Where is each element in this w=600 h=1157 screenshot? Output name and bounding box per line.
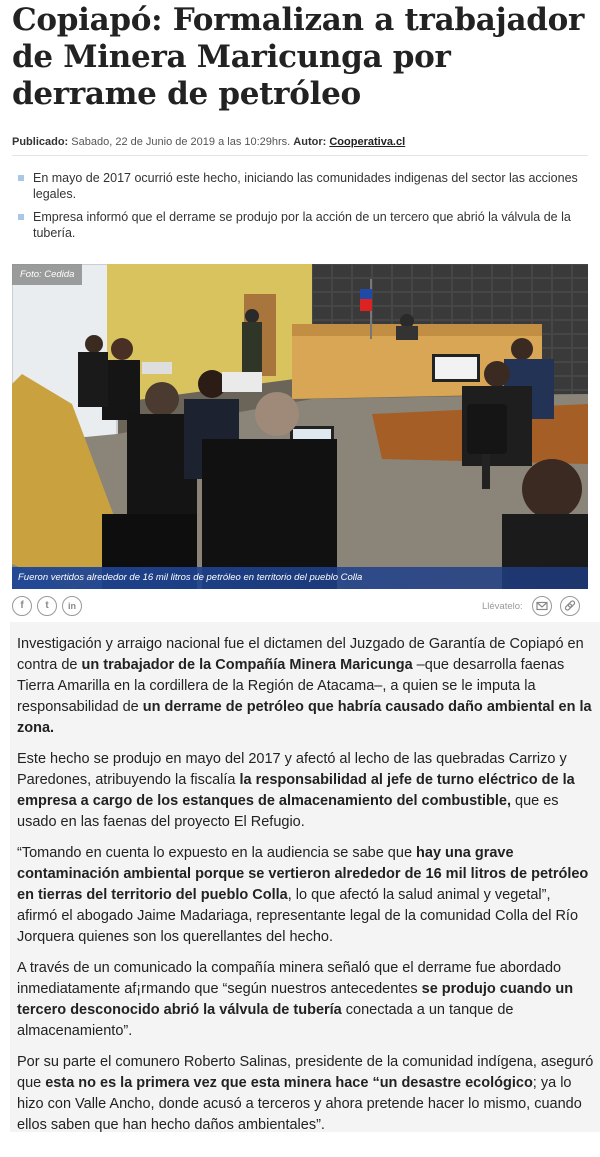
paragraph-text: conectada a un tanque de almacenamiento”. (17, 1002, 514, 1039)
paragraph-text: –que desarrolla faenas Tierra Amarilla en la cordillera de la Región de Atacama–, a quien se le imputa la responsabilidad de (17, 657, 565, 715)
photo-credit: Foto: Cedida (12, 264, 82, 285)
paragraph-text: que es usado en las faenas del proyecto El Refugio. (17, 793, 559, 830)
paragraph-bold: un trabajador de la Compañía Minera Maricunga (81, 657, 413, 673)
meta-divider (12, 155, 588, 156)
summary-bullets (18, 170, 580, 248)
copy-link-icon[interactable] (560, 596, 580, 616)
article-paragraph (17, 843, 594, 948)
article-meta (12, 135, 588, 149)
paragraph-text: Investigación y arraigo nacional fue el dictamen del Juzgado de Garantía de Copiapó en contra de (17, 636, 584, 673)
bullet-square-icon (18, 175, 24, 181)
paragraph-bold: un derrame de petróleo que habría causado daño ambiental en la zona. (17, 699, 592, 736)
article-paragraph (17, 749, 594, 833)
paragraph-text: ; ya lo hizo con Valle Ancho, donde acusó a terceros y ahora pretende hacer lo mismo, cuando ellos saben que han hecho daños ambientales”. (17, 1075, 582, 1133)
article-title: Copiapó: Formalizan a trabajador de Minera Maricunga por derrame de petróleo (12, 2, 585, 112)
llevatelo-label: Llévatelo: (482, 601, 523, 612)
author-link[interactable]: Cooperativa.cl (329, 136, 406, 148)
article-body (17, 634, 594, 1146)
courtroom-photo-illustration (12, 264, 588, 589)
facebook-share-icon[interactable]: f (12, 596, 32, 616)
photo-caption: Fueron vertidos alrededor de 16 mil litros de petróleo en territorio del pueblo Colla (12, 567, 588, 589)
summary-bullet-text: Empresa informó que el derrame se produjo por la acción de un tercero que abrió la válvula de la tubería. (33, 210, 571, 240)
link-icon (561, 597, 579, 615)
linkedin-share-icon[interactable]: in (62, 596, 82, 616)
article-paragraph (17, 958, 594, 1042)
paragraph-text: “Tomando en cuenta lo expuesto en la audiencia se sabe que (17, 845, 417, 861)
paragraph-text: Este hecho se produjo en mayo del 2017 y afectó al lecho de las quebradas Carrizo y Paredones, atribuyendo la fiscalía (17, 751, 567, 788)
article-photo[interactable] (12, 264, 588, 589)
summary-bullet (18, 209, 580, 241)
summary-bullet-text: En mayo de 2017 ocurrió este hecho, iniciando las comunidades indigenas del sector las acciones legales. (33, 171, 578, 201)
summary-bullet (18, 170, 580, 202)
paragraph-bold: esta no es la primera vez que esta minera hace “un desastre ecológico (45, 1075, 533, 1091)
paragraph-text: A través de un comunicado la compañía minera señaló que el derrame fue abordado inmediatamente af¡rmando que “según nuestros antecedentes (17, 960, 562, 997)
bullet-square-icon (18, 214, 24, 220)
email-share-icon[interactable] (532, 596, 552, 616)
envelope-icon (533, 597, 551, 615)
published-date: Sabado, 22 de Junio de 2019 a las 10:29hrs. (68, 136, 294, 148)
paragraph-bold: la responsabilidad al jefe de turno eléctrico de la empresa a cargo de los estanques de almacenamiento del combustible, (17, 772, 575, 809)
article-paragraph (17, 1052, 594, 1136)
paragraph-bold: se produjo cuando un tercero desconocido abrió la válvula de tubería (17, 981, 574, 1018)
paragraph-text: , lo que afectó la salud animal y vegetal”, afirmó el abogado Jaime Madariaga, representante legal de la comunidad Colla del Río Jorquera quienes son los querellantes del hecho. (17, 887, 579, 945)
paragraph-bold: hay una grave contaminación ambiental porque se vertieron alrededor de 16 mil litros de petróleo en tierras del territorio del pueblo Colla (17, 845, 589, 903)
author-label: Autor: (293, 136, 327, 148)
article-paragraph (17, 634, 594, 739)
twitter-share-icon[interactable]: t (37, 596, 57, 616)
published-label: Publicado: (12, 136, 69, 148)
paragraph-text: Por su parte el comunero Roberto Salinas, presidente de la comunidad indígena, aseguró que (17, 1054, 594, 1091)
